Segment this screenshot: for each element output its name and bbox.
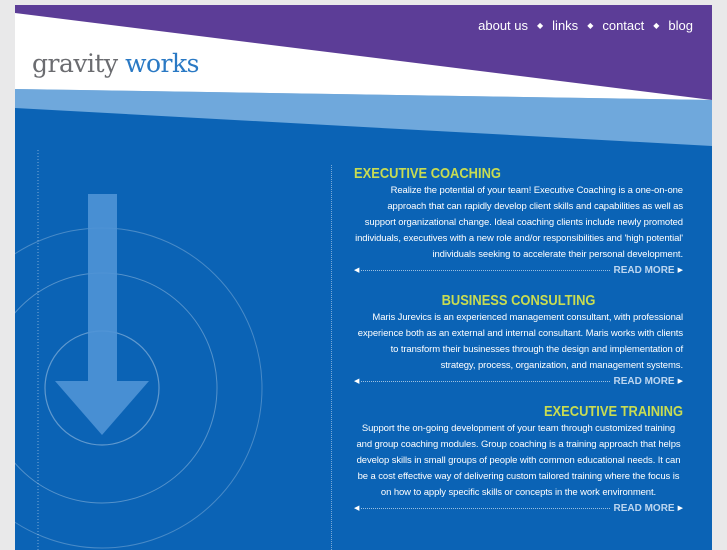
triangle-left-icon: ◀ (354, 378, 360, 385)
gravity-graphic (15, 145, 325, 550)
dotted-rule (361, 508, 610, 509)
read-more-label: READ MORE (613, 502, 675, 514)
site-logo[interactable] (32, 49, 199, 78)
section-business-consulting (354, 292, 683, 388)
section-body: Support the on-going development of your team through customized training and group coaching modules. Group coaching is a training approach that helps develop skills in small groups of people with common educational needs. It can be a cost effective way of delivering custom tailored training where the focus is on how to apply specific skills or concepts in the work environment. (356, 423, 681, 498)
read-more-label: READ MORE (613, 375, 675, 387)
read-more-link[interactable] (354, 501, 683, 515)
section-title: EXECUTIVE TRAINING (543, 403, 683, 420)
arrow-right-icon: ▶ (677, 378, 683, 385)
page (15, 5, 712, 550)
nav-separator-icon: ◆ (587, 20, 594, 30)
dotted-rule (361, 270, 610, 271)
section-title: BUSINESS CONSULTING (441, 292, 596, 309)
logo-word-gravity: gravity (32, 49, 118, 78)
triangle-left-icon: ◀ (354, 505, 360, 512)
logo-word-works: works (125, 49, 199, 78)
nav-about-us[interactable]: about us (478, 18, 529, 33)
section-executive-training (354, 403, 683, 515)
top-nav (478, 18, 693, 33)
nav-separator-icon: ◆ (537, 20, 544, 30)
nav-separator-icon: ◆ (653, 20, 660, 30)
read-more-label: READ MORE (613, 264, 675, 276)
read-more-link[interactable] (354, 374, 683, 388)
section-body: Realize the potential of your team! Executive Coaching is a one-on-one approach that can rapidly develop client skills and capabilities as well as support organizational change. Ideal coaching clients include newly promoted individuals, executives with a new role and/or responsibilities and 'high potential' individuals seeking to accelerate their personal development. (355, 185, 683, 260)
section-body: Maris Jurevics is an experienced management consultant, with professional experience both as an external and internal consultant. Maris works with clients to transform their businesses through the design and implementation of strategy, process, organization, and management systems. (357, 312, 683, 371)
arrow-right-icon: ▶ (677, 505, 683, 512)
triangle-left-icon: ◀ (354, 267, 360, 274)
read-more-link[interactable] (354, 263, 683, 277)
section-title: EXECUTIVE COACHING (354, 165, 501, 182)
nav-links[interactable]: links (552, 18, 579, 33)
content-divider (331, 165, 332, 550)
dotted-rule (361, 381, 610, 382)
nav-contact[interactable]: contact (602, 18, 645, 33)
section-executive-coaching (354, 165, 683, 277)
arrow-right-icon: ▶ (677, 267, 683, 274)
down-arrow-icon (55, 194, 149, 435)
nav-blog[interactable]: blog (668, 18, 693, 33)
